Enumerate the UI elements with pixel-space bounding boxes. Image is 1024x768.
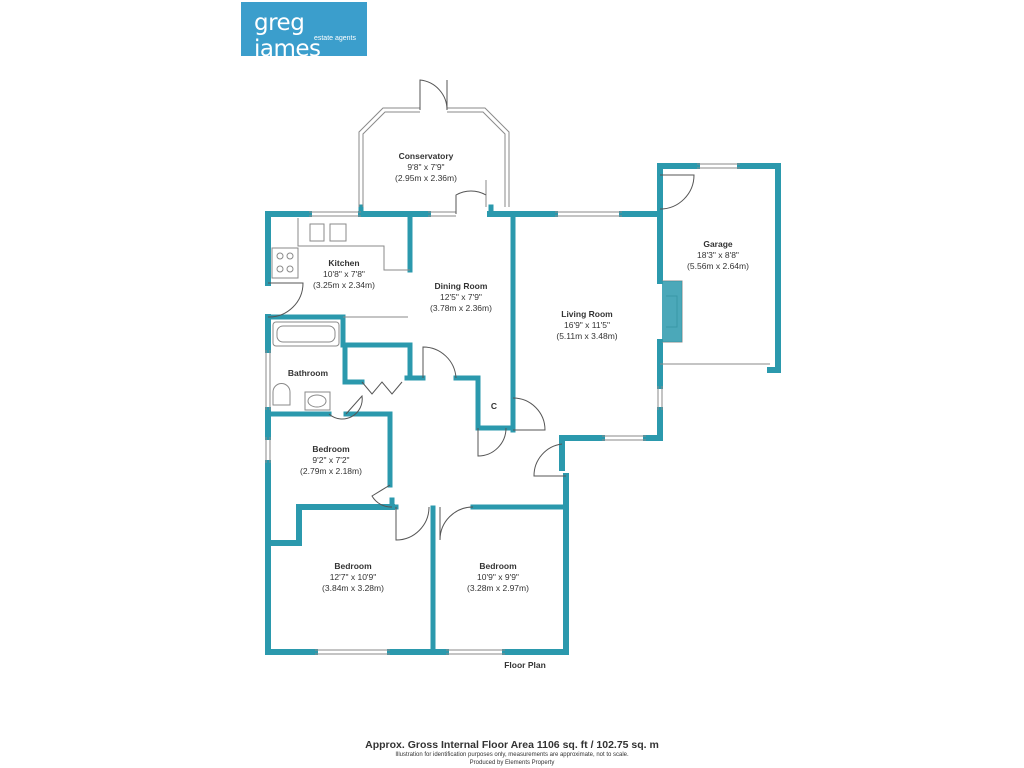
room-label-bathroom: Bathroom [287, 368, 329, 378]
producer-text: Produced by Elements Property [469, 760, 555, 766]
room-label-bedroom-2: Bedroom 12'7" x 10'9" (3.84m x 3.28m) [322, 561, 384, 593]
room-label-conservatory: Conservatory 9'8" x 7'9" (2.95m x 2.36m) [395, 151, 457, 183]
room-label-living: Living Room 16'9" x 11'5" (5.11m x 3.48m) [556, 309, 618, 341]
room-label-cupboard: C [490, 401, 498, 411]
room-label-bedroom-1: Bedroom 9'2" x 7'2" (2.79m x 2.18m) [300, 444, 362, 476]
fireplace-fill [662, 281, 682, 342]
room-label-garage: Garage 18'3" x 8'8" (5.56m x 2.64m) [687, 239, 749, 271]
floor-area-text: Approx. Gross Internal Floor Area 1106 sq. ft / 102.75 sq. m [365, 739, 659, 751]
logo-tagline: estate agents [313, 35, 356, 42]
logo-name: greg james [254, 10, 321, 62]
disclaimer-text: Illustration for identification purposes only, measurements are approximate, not to scale. [395, 752, 629, 758]
room-label-dining: Dining Room 12'5" x 7'9" (3.78m x 2.36m) [430, 281, 492, 313]
room-label-kitchen: Kitchen 10'8" x 7'8" (3.25m x 2.34m) [313, 258, 375, 290]
room-label-bedroom-3: Bedroom 10'9" x 9'9" (3.28m x 2.97m) [467, 561, 529, 593]
plan-title: Floor Plan [504, 660, 546, 670]
